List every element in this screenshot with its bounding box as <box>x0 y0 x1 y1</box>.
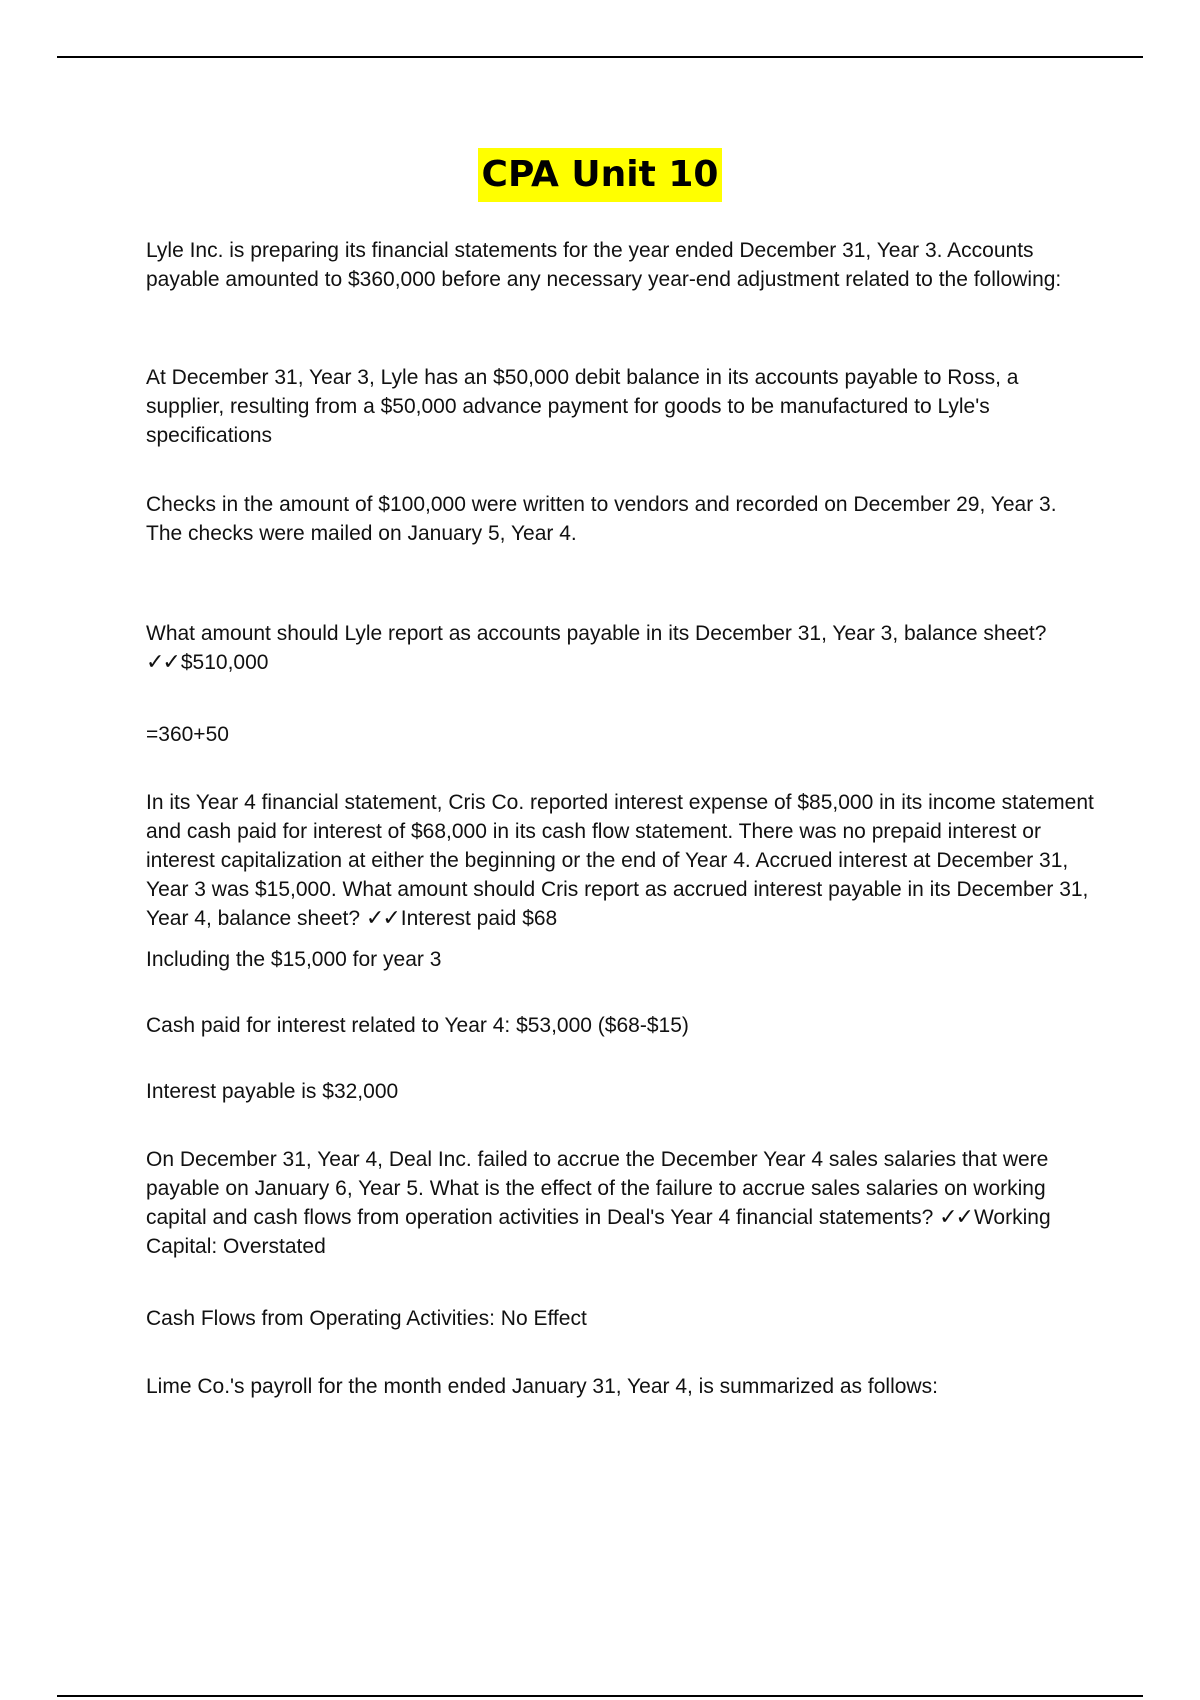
paragraph-intro: Lyle Inc. is preparing its financial statements for the year ended December 31, Year 3. Accounts payable amounted to $360,000 before any necessary year-end adjustment related to the following: <box>146 239 1062 291</box>
paragraph-cash-flows-operating: Cash Flows from Operating Activities: No Effect <box>146 1307 587 1330</box>
document-title: CPA Unit 10 <box>478 148 723 202</box>
question-text: In its Year 4 financial statement, Cris Co. reported interest expense of $85,000 in its income statement and cash paid for interest of $68,000 in its cash flow statement. There was no prepaid interest or interest capitalization at either the beginning or the end of Year 4. Accrued interest at December 31, Year 3 was $15,000. What amount should Cris report as accrued interest payable in its December 31, Year 4, balance sheet? <box>146 791 1094 930</box>
answer-text: Working Capital: Overstated <box>146 1206 1051 1258</box>
paragraph-formula: =360+50 <box>146 723 229 746</box>
question-sales-salaries <box>146 1145 1096 1261</box>
paragraph-debit-balance: At December 31, Year 3, Lyle has an $50,000 debit balance in its accounts payable to Ross, a supplier, resulting from a $50,000 advance payment for goods to be manufactured to Lyle's specifications <box>146 366 1019 447</box>
title-container <box>0 148 1200 202</box>
double-check-icon: ✓✓ <box>146 650 179 675</box>
paragraph-including-year3: Including the $15,000 for year 3 <box>146 948 442 971</box>
answer-text: $510,000 <box>180 651 269 674</box>
paragraph-checks: Checks in the amount of $100,000 were written to vendors and recorded on December 29, Year 3. The checks were mailed on January 5, Year 4. <box>146 493 1057 545</box>
double-check-icon: ✓✓ <box>365 906 399 931</box>
question-accrued-interest <box>146 788 1096 933</box>
question-text: What amount should Lyle report as accounts payable in its December 31, Year 3, balance sheet? <box>146 622 1047 645</box>
question-text: On December 31, Year 4, Deal Inc. failed to accrue the December Year 4 sales salaries that were payable on January 6, Year 5. What is the effect of the failure to accrue sales salaries on working capital and cash flows from operation activities in Deal's Year 4 financial statements? <box>146 1148 1049 1229</box>
question-accounts-payable <box>146 619 1096 677</box>
paragraph-cash-paid-interest: Cash paid for interest related to Year 4: $53,000 ($68-$15) <box>146 1014 689 1037</box>
paragraph-payroll: Lime Co.'s payroll for the month ended January 31, Year 4, is summarized as follows: <box>146 1375 938 1398</box>
header-rule <box>57 56 1143 58</box>
footer-rule <box>57 1695 1143 1697</box>
double-check-icon: ✓✓ <box>939 1205 972 1230</box>
answer-text: Interest paid $68 <box>400 907 558 930</box>
paragraph-interest-payable: Interest payable is $32,000 <box>146 1080 399 1103</box>
